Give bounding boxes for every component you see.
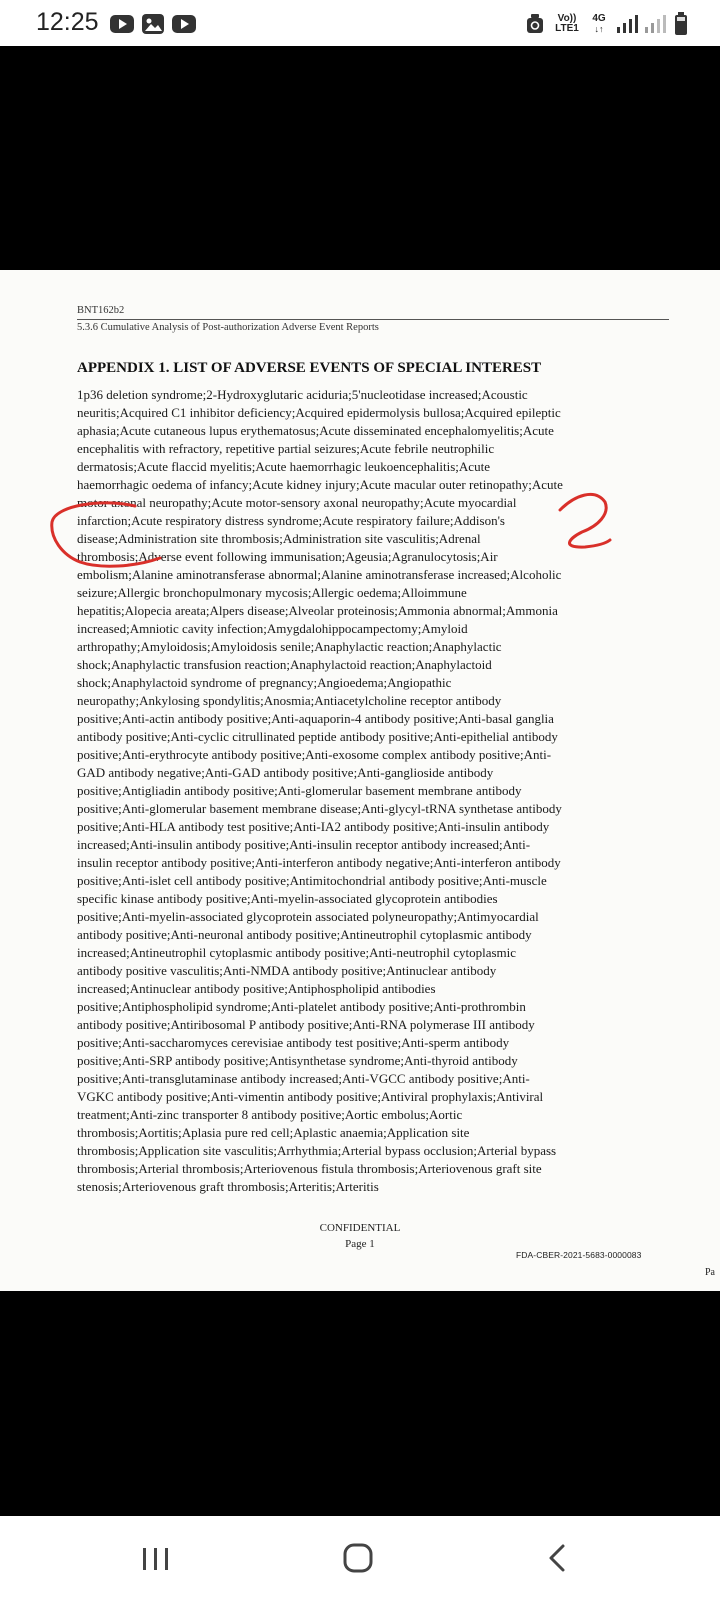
adverse-events-list bbox=[77, 386, 671, 1214]
body-line: treatment;Anti-zinc transporter 8 antibody positive;Aortic embolus;Aortic bbox=[77, 1107, 463, 1122]
body-line: arthropathy;Amyloidosis;Amyloidosis senile;Anaphylactic reaction;Anaphylactic bbox=[77, 639, 502, 654]
body-line: positive;Anti-SRP antibody positive;Antisynthetase syndrome;Anti-thyroid antibody bbox=[77, 1053, 518, 1068]
body-line: positive;Anti-erythrocyte antibody positive;Anti-exosome complex antibody positive;Anti- bbox=[77, 747, 552, 762]
body-line: stenosis;Arteriovenous graft thrombosis;Arteritis;Arteritis bbox=[77, 1179, 379, 1194]
body-line: encephalitis with refractory, repetitive partial seizures;Acute febrile neutrophilic bbox=[77, 441, 495, 456]
clock: 12:25 bbox=[36, 8, 99, 36]
recents-button[interactable] bbox=[126, 1536, 186, 1580]
body-line: hepatitis;Alopecia areata;Alpers disease;Alveolar proteinosis;Ammonia abnormal;Ammonia bbox=[77, 603, 558, 618]
body-line: thrombosis;Adverse event following immunisation;Ageusia;Agranulocytosis;Air bbox=[77, 549, 498, 564]
body-line: thrombosis;Application site vasculitis;Arrhythmia;Arterial bypass occlusion;Arterial bypass bbox=[77, 1143, 557, 1158]
body-line: positive;Anti-myelin-associated glycoprotein associated polyneuropathy;Antimyocardial bbox=[77, 909, 539, 924]
body-line: 1p36 deletion syndrome;2-Hydroxyglutaric aciduria;5'nucleotidase increased;Acoustic bbox=[77, 387, 528, 402]
body-line: positive;Anti-saccharomyces cerevisiae antibody test positive;Anti-sperm antibody bbox=[77, 1035, 510, 1050]
home-button[interactable] bbox=[328, 1536, 388, 1580]
footer-confidential: CONFIDENTIAL bbox=[319, 1222, 401, 1234]
body-line: shock;Anaphylactoid syndrome of pregnancy;Angioedema;Angiopathic bbox=[77, 675, 452, 690]
system-status-icons bbox=[520, 0, 720, 46]
next-page-edge-text: Pa bbox=[705, 1267, 715, 1278]
data-type-text: 4G bbox=[592, 13, 606, 24]
body-line: embolism;Alanine aminotransferase abnormal;Alanine aminotransferase increased;Alcoholic bbox=[77, 567, 562, 582]
body-line: positive;Anti-islet cell antibody positive;Antimitochondrial antibody positive;Anti-muscle bbox=[77, 873, 547, 888]
body-line: thrombosis;Aortitis;Aplasia pure red cell;Aplastic anaemia;Application site bbox=[77, 1125, 470, 1140]
body-line bbox=[77, 1196, 671, 1214]
signal-icon bbox=[616, 14, 638, 39]
doc-header-product: BNT162b2 bbox=[77, 305, 125, 316]
body-line: increased;Antinuclear antibody positive;Antiphospholipid antibodies bbox=[77, 981, 436, 996]
status-bar bbox=[0, 0, 720, 46]
body-line: increased;Amniotic cavity infection;Amygdalohippocampectomy;Amyloid bbox=[77, 621, 468, 636]
bates-number: FDA-CBER-2021-5683-0000083 bbox=[516, 1250, 642, 1260]
body-line: positive;Anti-transglutaminase antibody increased;Anti-VGCC antibody positive;Anti- bbox=[77, 1071, 530, 1086]
document-page[interactable] bbox=[0, 270, 720, 1291]
body-line: GAD antibody negative;Anti-GAD antibody positive;Anti-ganglioside antibody bbox=[77, 765, 494, 780]
body-line: dermatosis;Acute flaccid myelitis;Acute haemorrhagic leukoencephalitis;Acute bbox=[77, 459, 490, 474]
navigation-bar bbox=[0, 1516, 720, 1600]
data-type-label bbox=[588, 14, 610, 34]
body-line: neuritis;Acquired C1 inhibitor deficiency;Acquired epidermolysis bullosa;Acquired epileptic bbox=[77, 405, 561, 420]
footer-page-number: Page 1 bbox=[345, 1238, 375, 1250]
youtube-icon bbox=[172, 14, 196, 39]
body-line: haemorrhagic oedema of infancy;Acute kidney injury;Acute macular outer retinopathy;Acute bbox=[77, 477, 563, 492]
signal-icon bbox=[644, 14, 666, 39]
body-line: positive;Anti-HLA antibody test positive;Anti-IA2 antibody positive;Anti-insulin antibody bbox=[77, 819, 550, 834]
gallery-icon bbox=[142, 14, 164, 39]
body-line: antibody positive;Anti-cyclic citrullinated peptide antibody positive;Anti-epithelial antibody bbox=[77, 729, 558, 744]
doc-header-rule bbox=[77, 319, 669, 320]
volte-bottom-label: LTE1 bbox=[555, 23, 579, 34]
body-line: increased;Anti-insulin antibody positive;Anti-insulin receptor antibody increased;Anti- bbox=[77, 837, 531, 852]
home-icon bbox=[328, 1536, 388, 1580]
body-line: motor axonal neuropathy;Acute motor-sensory axonal neuropathy;Acute myocardial bbox=[77, 495, 517, 510]
battery-icon bbox=[674, 12, 688, 41]
recents-icon bbox=[126, 1536, 186, 1580]
body-line: antibody positive;Anti-neuronal antibody positive;Antineutrophil cytoplasmic antibody bbox=[77, 927, 532, 942]
body-line: VGKC antibody positive;Anti-vimentin antibody positive;Antiviral prophylaxis;Antiviral bbox=[77, 1089, 544, 1104]
body-line: disease;Administration site thrombosis;Administration site vasculitis;Adrenal bbox=[77, 531, 481, 546]
volte-top-label: Vo)) bbox=[557, 13, 577, 24]
body-line: positive;Antigliadin antibody positive;Anti-glomerular basement membrane antibody bbox=[77, 783, 522, 798]
body-line: infarction;Acute respiratory distress syndrome;Acute respiratory failure;Addison's bbox=[77, 513, 505, 528]
appendix-title: APPENDIX 1. LIST OF ADVERSE EVENTS OF SPECIAL INTEREST bbox=[77, 360, 542, 376]
volte-label bbox=[550, 14, 584, 34]
back-icon bbox=[528, 1536, 588, 1580]
body-line: shock;Anaphylactic transfusion reaction;Anaphylactoid reaction;Anaphylactoid bbox=[77, 657, 492, 672]
body-line: positive;Anti-glomerular basement membrane disease;Anti-glycyl-tRNA synthetase antibody bbox=[77, 801, 562, 816]
body-line: seizure;Allergic bronchopulmonary mycosis;Allergic oedema;Alloimmune bbox=[77, 585, 467, 600]
body-line: neuropathy;Ankylosing spondylitis;Anosmia;Antiacetylcholine receptor antibody bbox=[77, 693, 502, 708]
body-line: antibody positive vasculitis;Anti-NMDA antibody positive;Antinuclear antibody bbox=[77, 963, 497, 978]
youtube-icon bbox=[110, 14, 134, 39]
body-line: positive;Anti-actin antibody positive;Anti-aquaporin-4 antibody positive;Anti-basal ganglia bbox=[77, 711, 554, 726]
body-line: insulin receptor antibody positive;Anti-interferon antibody negative;Anti-interferon antibody bbox=[77, 855, 561, 870]
back-button[interactable] bbox=[528, 1536, 588, 1580]
data-arrows-icon: ↓↑ bbox=[594, 24, 604, 34]
recycle-icon bbox=[526, 14, 544, 39]
viewer-background-top bbox=[0, 46, 720, 270]
body-line: specific kinase antibody positive;Anti-myelin-associated glycoprotein antibodies bbox=[77, 891, 498, 906]
body-line: antibody positive;Antiribosomal P antibody positive;Anti-RNA polymerase III antibody bbox=[77, 1017, 535, 1032]
body-line: thrombosis;Arterial thrombosis;Arteriovenous fistula thrombosis;Arteriovenous graft site bbox=[77, 1161, 542, 1176]
doc-header-section: 5.3.6 Cumulative Analysis of Post-authorization Adverse Event Reports bbox=[77, 322, 379, 333]
viewer-background-bottom bbox=[0, 1291, 720, 1516]
body-line: increased;Antineutrophil cytoplasmic antibody positive;Anti-neutrophil cytoplasmic bbox=[77, 945, 517, 960]
body-line: aphasia;Acute cutaneous lupus erythematosus;Acute disseminated encephalomyelitis;Acute bbox=[77, 423, 554, 438]
body-line: positive;Antiphospholipid syndrome;Anti-platelet antibody positive;Anti-prothrombin bbox=[77, 999, 526, 1014]
